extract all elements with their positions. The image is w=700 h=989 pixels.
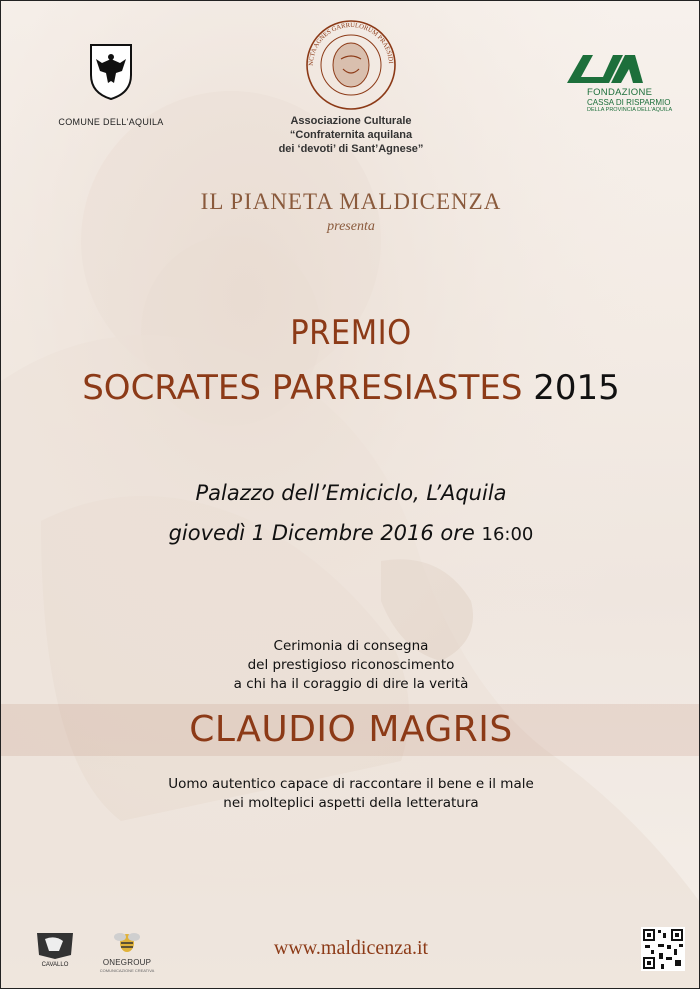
- premio-title: PREMIO: [290, 313, 412, 353]
- association-line-3: dei ‘devoti’ di Sant’Agnese”: [278, 143, 424, 155]
- presenta-label: presenta: [327, 219, 375, 234]
- sant-agnese-seal-icon: [301, 19, 401, 111]
- event-date: giovedì 1 Dicembre 2016 ore: [168, 521, 482, 545]
- website-link[interactable]: www.maldicenza.it: [273, 937, 429, 959]
- ceremony-line-1: Cerimonia di consegna: [273, 638, 429, 654]
- pianeta-maldicenza-title: IL PIANETA MALDICENZA: [200, 189, 502, 214]
- socrates-title: SOCRATES PARRESIASTES: [82, 368, 523, 408]
- association-seal: [231, 19, 471, 169]
- fondazione-sub-1: CASSA DI RISPARMIO: [587, 98, 671, 107]
- comune-dell-aquila-logo: [41, 39, 181, 139]
- fondazione-name: FONDAZIONE: [587, 87, 653, 98]
- ceremony-line-2: del prestigioso riconoscimento: [247, 657, 455, 673]
- award-year: 2015: [533, 368, 620, 408]
- event-time: 16:00: [481, 524, 534, 545]
- onegroup-sub: COMUNICAZIONE CREATIVA: [99, 968, 155, 973]
- cavallo-label: CAVALLO: [41, 962, 69, 968]
- onegroup-label: ONEGROUP: [102, 958, 152, 967]
- fondazione-sub-2: DELLA PROVINCIA DELL'AQUILA: [587, 107, 673, 113]
- comune-crest-text: PHS: [103, 65, 116, 71]
- comune-label: COMUNE DELL'AQUILA: [58, 117, 164, 127]
- association-line-1: Associazione Culturale: [290, 115, 412, 127]
- honoree-description-2: nei molteplici aspetti della letteratura: [223, 795, 479, 811]
- fondazione-logo: [549, 49, 689, 129]
- association-line-2: “Confraternita aquilana: [289, 129, 413, 141]
- socrates-title-line: [1, 368, 700, 408]
- honoree-description-1: Uomo autentico capace di raccontare il bene e il male: [168, 776, 534, 792]
- ceremony-line-3: a chi ha il coraggio di dire la verità: [233, 676, 469, 692]
- qr-code-icon[interactable]: [641, 927, 685, 971]
- venue-line: Palazzo dell’Emiciclo, L’Aquila: [195, 481, 507, 505]
- honoree-name: CLAUDIO MAGRIS: [189, 709, 513, 750]
- fondazione-mark-icon: [563, 49, 647, 85]
- comune-crest-icon: [88, 41, 134, 101]
- date-line: [1, 521, 700, 545]
- seal-ring-text: NCTA AGNES GARRULORUM PRAESIDI: [307, 21, 394, 66]
